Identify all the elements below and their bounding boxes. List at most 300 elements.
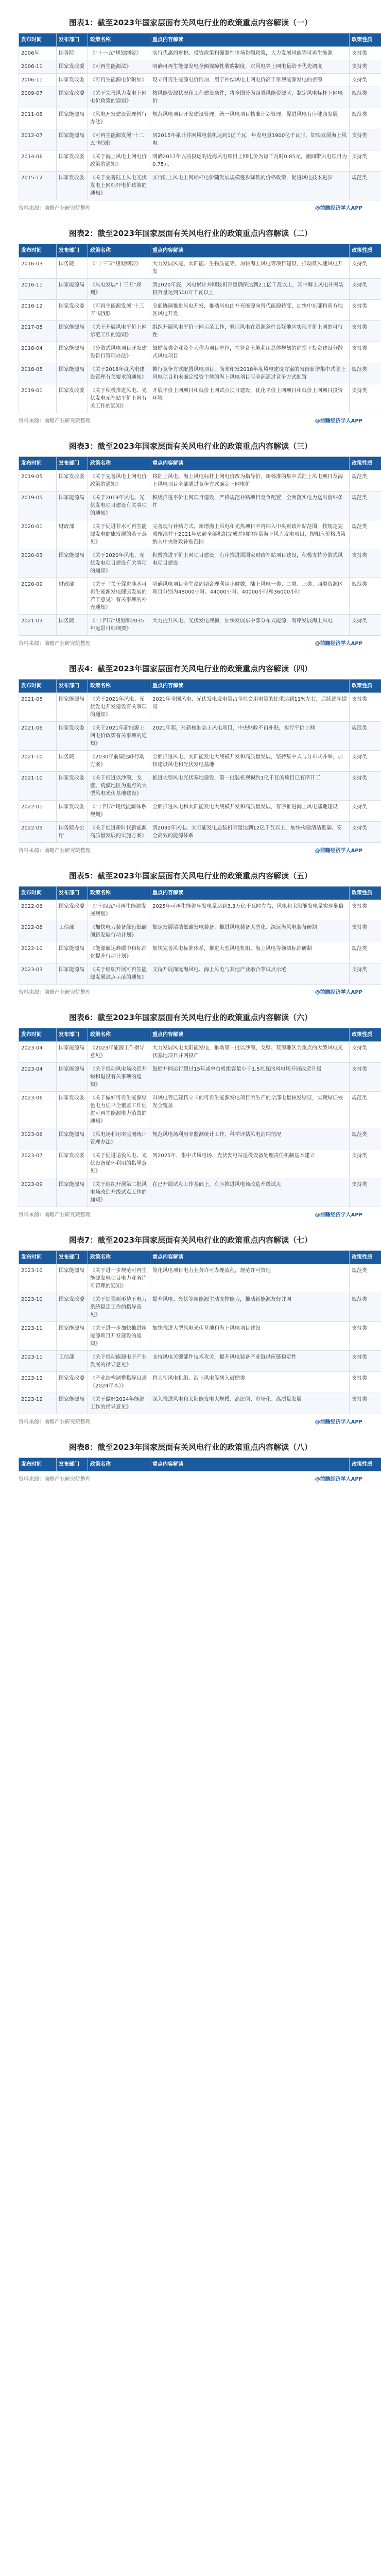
policy-type-cell: 规范类 [350,87,381,108]
key-content-cell: 支持风电关键部件技术攻关，提升风电装备产业链供应链稳定性 [150,1351,350,1372]
table-row [19,942,381,963]
figure-title: 图表4：截至2023年国家层面有关风电行业的政策重点内容解读（四） [68,664,313,673]
policy-name-cell: 《"十四五"规划和2035年远景目标纲要》 [88,615,150,636]
source-note: 资料来源：前瞻产业研究院整理 [19,1212,91,1218]
column-header: 政策性质 [350,680,381,693]
table-row [19,363,381,384]
department-cell: 国家发改委 [57,772,88,801]
column-header: 政策名称 [88,33,150,47]
date-cell: 2019-05 [19,492,57,520]
date-cell: 2016-12 [19,300,57,321]
figure-footer [19,1417,362,1425]
table-row [19,1092,381,1128]
source-note: 资料来源：前瞻产业研究院整理 [19,1419,91,1425]
policy-name-cell: 《可再生能源法》 [88,60,150,74]
policy-type-cell: 支持类 [350,1372,381,1393]
policy-name-cell: 《关于进一步加快推进新能源项目开发建设的通知》 [88,1322,150,1351]
key-content-cell: 加快完善风电标准体系，推进大型风电机组、海上风电等领域标准研制 [150,942,350,963]
department-cell: 国家能源局 [57,1264,88,1293]
department-cell: 国家能源局 [57,129,88,150]
date-cell: 2009-07 [19,87,57,108]
policy-article [0,18,381,1502]
key-content-cell: 对风电等已建档立卡的可再生能源发电项目所生产的全部电量核发绿证，实现绿证核发全覆盖 [150,1092,350,1128]
policy-name-cell: 《风电开发建设管理暂行办法》 [88,108,150,129]
policy-name-cell: 《"十四五"可再生能源发展规划》 [88,900,150,921]
column-header: 发布时间 [19,887,57,900]
department-cell: 国家能源局 [57,942,88,963]
table-row [19,963,381,985]
department-cell: 工信部 [57,921,88,942]
date-cell: 2023-10 [19,1293,57,1322]
brand-watermark: @前瞻经济学人APP [315,418,362,424]
column-header: 发布时间 [19,457,57,470]
column-header: 发布部门 [57,680,88,693]
table-row [19,60,381,74]
figure-section [19,441,372,647]
policy-name-cell: 《"十四五"现代能源体系规划》 [88,801,150,822]
date-cell: 2022-05 [19,822,57,843]
policy-type-cell: 支持类 [350,1393,381,1414]
policy-type-cell: 规范类 [350,172,381,200]
table-row [19,279,381,300]
column-header: 政策性质 [350,887,381,900]
date-cell: 2020-09 [19,578,57,615]
department-cell: 国务院 [57,751,88,772]
figure-section [19,664,372,854]
policy-name-cell: 《关于促进非水可再生能源发电健康发展的若干意见》 [88,520,150,549]
column-header: 政策性质 [350,1458,381,1471]
department-cell: 国务院办公厅 [57,822,88,843]
date-cell: 2021-03 [19,615,57,636]
date-cell: 2023-12 [19,1393,57,1414]
brand-watermark: @前瞻经济学人APP [315,641,362,647]
policy-name-cell: 《关于促进退役风电、光伏设备循环利用的指导意见》 [88,1149,150,1178]
key-content-cell: 提升风电、光伏等新能源主动支撑能力，推动新能源友好并网 [150,1293,350,1322]
policy-name-cell: 《关于2018年度风电建设管理有关要求的通知》 [88,363,150,384]
figure-footer [19,1210,362,1217]
key-content-cell: 大力发展风能、太阳能、生物质能等，加快海上风电等项目建设，推动低风速风电开发 [150,258,350,279]
header-row [19,1028,381,1042]
date-cell: 2018-05 [19,363,57,384]
policy-type-cell: 支持类 [350,47,381,60]
policy-table [19,886,381,985]
date-cell: 2015-12 [19,172,57,200]
key-content-cell: 2021年全国风电、光伏发电发电量占全社会用电量的比重达到11%左右，后续逐年提高 [150,693,350,722]
key-content-cell: 全面推进风电和太阳能发电大规模开发和高质量发展，有序推进海上风电基地建设 [150,801,350,822]
figure-section [19,1235,372,1425]
figure-title: 图表1：截至2023年国家层面有关风电行业的政策重点内容解读（一） [68,18,313,27]
key-content-cell: 深入推进风电和太阳能发电大规模、高比例、市场化、高质量发展 [150,1393,350,1414]
date-cell: 2023-11 [19,1322,57,1351]
date-cell: 2022-10 [19,942,57,963]
policy-type-cell: 规范类 [350,520,381,549]
column-header: 重点内容解读 [150,33,350,47]
policy-type-cell: 支持类 [350,384,381,413]
key-content-cell: 规范风电项目开发建设管理，统一风电项目核准计划管理，促进风电有序健康发展 [150,108,350,129]
department-cell: 国家能源局 [57,321,88,342]
date-cell: 2023-12 [19,1372,57,1393]
policy-type-cell: 支持类 [350,300,381,321]
table-row [19,470,381,492]
date-cell: 2022-01 [19,801,57,822]
policy-name-cell: 《关于推动风电场改造升级和退役有关事项的通知》 [88,1063,150,1092]
figure-title: 图表5：截至2023年国家层面有关风电行业的政策重点内容解读（五） [68,871,313,880]
department-cell: 工信部 [57,1351,88,1372]
table-row [19,47,381,60]
key-content-cell: 大力发展风电太阳能发电，推动第一批以沙漠、戈壁、荒漠地区为重点的大型风电光伏基地项目并网投产 [150,1042,350,1063]
brand-watermark: @前瞻经济学人APP [315,1419,362,1425]
policy-type-cell: 规范类 [350,578,381,615]
column-header: 重点内容解读 [150,457,350,470]
table-row [19,751,381,772]
department-cell: 国家能源局 [57,1178,88,1207]
policy-type-cell: 支持类 [350,150,381,172]
date-cell: 2021-06 [19,722,57,751]
table-row [19,300,381,321]
table-row [19,258,381,279]
date-cell: 2023-03 [19,963,57,985]
policy-type-cell: 支持类 [350,1351,381,1372]
department-cell: 国务院 [57,258,88,279]
policy-name-cell: 《可再生能源电价附加》 [88,74,150,87]
key-content-cell: 规范风电场利用率监测统计工作，科学评估风电消纳情况 [150,1128,350,1149]
date-cell: 2006年 [19,47,57,60]
column-header: 发布部门 [57,457,88,470]
column-header: 发布部门 [57,244,88,258]
key-content-cell: 简化风电项目电力业务许可办理流程，规范许可管理 [150,1264,350,1293]
policy-type-cell: 支持类 [350,1178,381,1207]
department-cell: 国家发改委 [57,1149,88,1178]
column-header: 重点内容解读 [150,1251,350,1264]
key-content-cell: 推进大型风电光伏基地建设，第一批装机规模约1亿千瓦的项目已有序开工 [150,772,350,801]
department-cell: 国家能源局 [57,342,88,363]
key-content-cell: 鼓励并网运行超过15年或单台机组容量小于1.5兆瓦的风电场开展改造升级 [150,1063,350,1092]
column-header: 发布时间 [19,1458,57,1471]
department-cell: 国务院 [57,47,88,60]
column-header: 重点内容解读 [150,1028,350,1042]
key-content-cell: 将陆上风电、海上风电标杆上网电价改为指导价，新核准的集中式陆上风电项目及海上风电项目全部通过竞争方式确定上网电价 [150,470,350,492]
key-content-cell: 大力提升风电、光伏发电规模，加快发展东中部分布式能源，有序发展海上风电 [150,615,350,636]
column-header: 发布时间 [19,1251,57,1264]
department-cell: 国家能源局 [57,549,88,578]
policy-type-cell: 支持类 [350,963,381,985]
policy-type-cell: 支持类 [350,1042,381,1063]
figure-footer [19,846,362,853]
table-row [19,1264,381,1293]
column-header: 政策性质 [350,1251,381,1264]
table-row [19,1042,381,1063]
column-header: 重点内容解读 [150,680,350,693]
source-note: 资料来源：前瞻产业研究院整理 [19,1477,91,1482]
key-content-cell: 全面推进风电、太阳能发电大规模开发和高质量发展，坚持集中式与分布式并举，加快建设风电和光伏发电基地 [150,751,350,772]
policy-type-cell: 支持类 [350,74,381,87]
policy-type-cell: 支持类 [350,693,381,722]
key-content-cell: 到2015年累计并网风电装机达到1亿千瓦，年发电量1900亿千瓦时，加快发展海上风电 [150,129,350,150]
policy-type-cell: 支持类 [350,549,381,578]
policy-name-cell: 《关于2019年风电、光伏发电项目建设有关事项的通知》 [88,492,150,520]
column-header: 政策性质 [350,33,381,47]
source-note: 资料来源：前瞻产业研究院整理 [19,990,91,995]
table-row [19,801,381,822]
policy-name-cell: 《2030年前碳达峰行动方案》 [88,751,150,772]
department-cell: 国家发改委 [57,300,88,321]
department-cell: 国家发改委 [57,1293,88,1322]
figure-footer [19,988,362,995]
date-cell: 2021-10 [19,772,57,801]
column-header: 政策名称 [88,457,150,470]
date-cell: 2020-03 [19,549,57,578]
date-cell: 2023-04 [19,1063,57,1092]
key-content-cell: 按风能资源状况和工程建设条件，将全国分为四类风能资源区，制定风电标杆上网电价 [150,87,350,108]
policy-table [19,1250,381,1414]
policy-name-cell: 《关于2021年新能源上网电价政策有关事项的通知》 [88,722,150,751]
key-content-cell: 在已开展试点工作基础上，有序推进风电场改造升级试点 [150,1178,350,1207]
policy-type-cell: 支持类 [350,751,381,772]
policy-name-cell: 《关于做好2024年能源工作的指导意见》 [88,1393,150,1414]
date-cell: 2011-08 [19,108,57,129]
column-header: 政策性质 [350,244,381,258]
figure-title: 图表3：截至2023年国家层面有关风电行业的政策重点内容解读（三） [68,442,313,451]
key-content-cell: 实行优惠的财税、投资政策和强制性市场份额政策，大力发展风能等可再生能源 [150,47,350,60]
policy-type-cell: 规范类 [350,722,381,751]
policy-type-cell: 支持类 [350,772,381,801]
department-cell: 国家能源局 [57,1128,88,1149]
figure-section [19,1012,372,1218]
table-row [19,578,381,615]
column-header: 政策名称 [88,680,150,693]
key-content-cell: 设立可再生能源电价附加，用于补偿风电上网电价高于常规能源发电的差额 [150,74,350,87]
department-cell: 国家能源局 [57,492,88,520]
date-cell: 2006-11 [19,60,57,74]
date-cell: 2014-06 [19,150,57,172]
column-header: 发布时间 [19,33,57,47]
department-cell: 国家能源局 [57,693,88,722]
department-cell: 国务院 [57,615,88,636]
source-note: 资料来源：前瞻产业研究院整理 [19,848,91,854]
policy-name-cell: 《关于海上风电上网电价政策的通知》 [88,150,150,172]
date-cell: 2023-07 [19,1149,57,1178]
column-header: 发布部门 [57,887,88,900]
department-cell: 国家发改委 [57,87,88,108]
key-content-cell: 明确2017年以前投运的近海风电项目上网电价为每千瓦时0.85元，潮间带风电项目为0.75元 [150,150,350,172]
policy-type-cell: 规范类 [350,1264,381,1293]
key-content-cell: 实行陆上风电上网标杆电价随发展规模逐步降低的价格政策，促进风电技术进步 [150,172,350,200]
policy-name-cell: 《关于完善风力发电上网电价政策的通知》 [88,87,150,108]
key-content-cell: 鼓励各类企业及个人作为项目单位，在符合土地利用总体规划的前提下投资建设分散式风电项目 [150,342,350,363]
policy-type-cell: 支持类 [350,1322,381,1351]
date-cell: 2006-11 [19,74,57,87]
table-row [19,108,381,129]
table-row [19,1393,381,1414]
department-cell: 国家发改委 [57,384,88,413]
policy-type-cell: 支持类 [350,615,381,636]
policy-name-cell: 《关于开展风电平价上网示范工作的通知》 [88,321,150,342]
key-content-cell: 2021年起，对新核准陆上风电项目，中央财政不再补贴，实行平价上网 [150,722,350,751]
table-row [19,129,381,150]
department-cell: 国家发改委 [57,74,88,87]
key-content-cell: 到2030年风电、太阳能发电总装机容量达到12亿千瓦以上，加快构建清洁低碳、安全高效的能源体系 [150,822,350,843]
figure-section [19,1442,372,1482]
brand-watermark: @前瞻经济学人APP [315,990,362,995]
policy-type-cell: 规范类 [350,1128,381,1149]
policy-table [19,456,381,636]
table-row [19,342,381,363]
table-row [19,693,381,722]
policy-table [19,1458,381,1471]
column-header: 重点内容解读 [150,1458,350,1471]
table-row [19,520,381,549]
column-header: 政策名称 [88,1458,150,1471]
header-row [19,457,381,470]
policy-type-cell: 支持类 [350,129,381,150]
policy-name-cell: 《关于2020年风电、光伏发电项目建设有关事项的通知》 [88,549,150,578]
brand-watermark: @前瞻经济学人APP [315,1212,362,1218]
figure-title: 图表7：截至2023年国家层面有关风电行业的政策重点内容解读（七） [68,1235,313,1245]
department-cell: 财政部 [57,578,88,615]
key-content-cell: 到2025年，集中式风电场、光伏发电站退役设备处理责任机制基本建立 [150,1149,350,1178]
table-row [19,87,381,108]
table-row [19,1351,381,1372]
department-cell: 国家发改委 [57,1092,88,1128]
policy-name-cell: 《关于完善风电上网电价政策的通知》 [88,470,150,492]
key-content-cell: 全面协调推进风电开发，推动风电由补充能源向替代能源转变，加快中东部和南方地区风电开发 [150,300,350,321]
brand-watermark: @前瞻经济学人APP [315,1477,362,1482]
department-cell: 国家能源局 [57,108,88,129]
policy-name-cell: 《分散式风电项目开发建设暂行管理办法》 [88,342,150,363]
department-cell: 国家能源局 [57,1322,88,1351]
header-row [19,1458,381,1471]
table-row [19,549,381,578]
policy-type-cell: 支持类 [350,822,381,843]
department-cell: 国家能源局 [57,279,88,300]
key-content-cell: 明确风电项目全生命周期合理利用小时数，陆上风电一类、二类、三类、四类资源区项目分别为48000小时、44000小时、40000小时和36000小时 [150,578,350,615]
date-cell: 2023-10 [19,1264,57,1293]
policy-type-cell: 支持类 [350,1063,381,1092]
column-header: 政策性质 [350,1028,381,1042]
policy-type-cell: 规范类 [350,1092,381,1128]
table-row [19,1372,381,1393]
table-row [19,321,381,342]
key-content-cell: 加速发展清洁低碳发电装备，推进风电装备大型化、深远海风电装备研制 [150,921,350,942]
policy-name-cell: 《关于完善陆上风电光伏发电上网标杆电价政策的通知》 [88,172,150,200]
department-cell: 财政部 [57,520,88,549]
policy-name-cell: 《"十一五"规划纲要》 [88,47,150,60]
department-cell: 国家发改委 [57,801,88,822]
department-cell: 国家能源局 [57,1063,88,1092]
figure-footer [19,416,362,423]
table-row [19,822,381,843]
figure-title: 图表2：截至2023年国家层面有关风电行业的政策重点内容解读（二） [68,229,313,238]
key-content-cell: 完善现行补贴方式，新增海上风电和光热项目不再纳入中央财政补贴范围，按规定完成核准并于2021年底前全部机组完成并网的存量海上风力发电项目，按相应价格政策纳入中央财政补贴范围 [150,520,350,549]
policy-name-cell: 《关于促进新时代新能源高质量发展的实施方案》 [88,822,150,843]
header-row [19,887,381,900]
key-content-cell: 积极推进平价上网项目建设，严格规范补贴项目竞争配置，全面落实电力送出消纳条件 [150,492,350,520]
date-cell: 2023-09 [19,1178,57,1207]
source-note: 资料来源：前瞻产业研究院整理 [19,641,91,647]
date-cell: 2018-04 [19,342,57,363]
department-cell: 国家能源局 [57,1393,88,1414]
policy-name-cell: 《关于〈关于促进非水可再生能源发电健康发展的若干意见〉有关事项的补充通知》 [88,578,150,615]
table-row [19,1322,381,1351]
figure-section [19,228,372,424]
policy-name-cell: 《产业结构调整指导目录（2024年本）》 [88,1372,150,1393]
key-content-cell: 2025年可再生能源年发电量达到3.3万亿千瓦时左右，风电和太阳能发电量实现翻倍 [150,900,350,921]
key-content-cell: 开展平价上网项目和低价上网试点项目建设，优化平价上网项目和低价上网项目投资环境 [150,384,350,413]
policy-name-cell: 《可再生能源发展"十二五"规划》 [88,129,150,150]
policy-type-cell: 规范类 [350,108,381,129]
table-row [19,1128,381,1149]
policy-type-cell: 支持类 [350,801,381,822]
key-content-cell: 加快推进大型风电光伏基地和海上风电项目建设 [150,1322,350,1351]
policy-type-cell: 规范类 [350,492,381,520]
table-row [19,384,381,413]
figure-section [19,871,372,995]
figure-title: 图表6：截至2023年国家层面有关风电行业的政策重点内容解读（六） [68,1013,313,1022]
policy-name-cell: 《能源碳达峰碳中和标准化提升行动计划》 [88,942,150,963]
date-cell: 2023-06 [19,1092,57,1128]
policy-type-cell: 支持类 [350,342,381,363]
column-header: 政策名称 [88,244,150,258]
figure-footer [19,639,362,646]
policy-name-cell: 《加快电力装备绿色低碳创新发展行动计划》 [88,921,150,942]
policy-name-cell: 《关于加强新形势下电力系统稳定工作的指导意见》 [88,1293,150,1322]
policy-name-cell: 《关于做好可再生能源绿色电力证书全覆盖工作促进可再生能源电力消费的通知》 [88,1092,150,1128]
department-cell: 国家发改委 [57,60,88,74]
table-row [19,1293,381,1322]
policy-type-cell: 支持类 [350,258,381,279]
key-content-cell: 到2020年底，风电累计并网装机容量确保达到2.1亿千瓦以上，其中海上风电并网装机容量达到500万千瓦以上 [150,279,350,300]
table-row [19,74,381,87]
policy-type-cell: 支持类 [350,1149,381,1178]
date-cell: 2016-03 [19,258,57,279]
policy-name-cell: 《"十三五"规划纲要》 [88,258,150,279]
date-cell: 2023-11 [19,1351,57,1372]
date-cell: 2020-01 [19,520,57,549]
key-content-cell: 推行竞争方式配置风电项目，尚未印发2018年度风电建设方案的省份新增集中式陆上风电项目和未确定投资主体的海上风电项目应全部通过竞争方式配置 [150,363,350,384]
policy-table [19,244,381,413]
department-cell: 国家发改委 [57,172,88,200]
table-row [19,1178,381,1207]
table-row [19,615,381,636]
figure-section [19,18,372,211]
policy-type-cell: 规范类 [350,363,381,384]
date-cell: 2023-06 [19,1128,57,1149]
key-content-cell: 将大型风电机组、海上风电等列入鼓励类 [150,1372,350,1393]
policy-type-cell: 规范类 [350,942,381,963]
policy-type-cell: 支持类 [350,921,381,942]
header-row [19,680,381,693]
figure-footer [19,204,362,211]
department-cell: 国家能源局 [57,363,88,384]
policy-type-cell: 规范类 [350,1293,381,1322]
date-cell: 2019-01 [19,384,57,413]
column-header: 政策名称 [88,1251,150,1264]
table-row [19,492,381,520]
figure-title: 图表8：截至2023年国家层面有关风电行业的政策重点内容解读（八） [68,1443,313,1452]
key-content-cell: 组织开展风电平价上网示范工作，验证风电在资源条件良好地区实现平价上网的可行性 [150,321,350,342]
policy-table [19,1028,381,1207]
column-header: 发布时间 [19,680,57,693]
department-cell: 国家发改委 [57,1372,88,1393]
column-header: 重点内容解读 [150,887,350,900]
key-content-cell: 明确可再生能源发电全额保障性收购制度，对风电等上网电量给予优先调度 [150,60,350,74]
department-cell: 国家发改委 [57,470,88,492]
table-row [19,772,381,801]
department-cell: 国家发改委 [57,150,88,172]
source-note: 资料来源：前瞻产业研究院整理 [19,206,91,211]
policy-type-cell: 支持类 [350,321,381,342]
date-cell: 2022-08 [19,921,57,942]
